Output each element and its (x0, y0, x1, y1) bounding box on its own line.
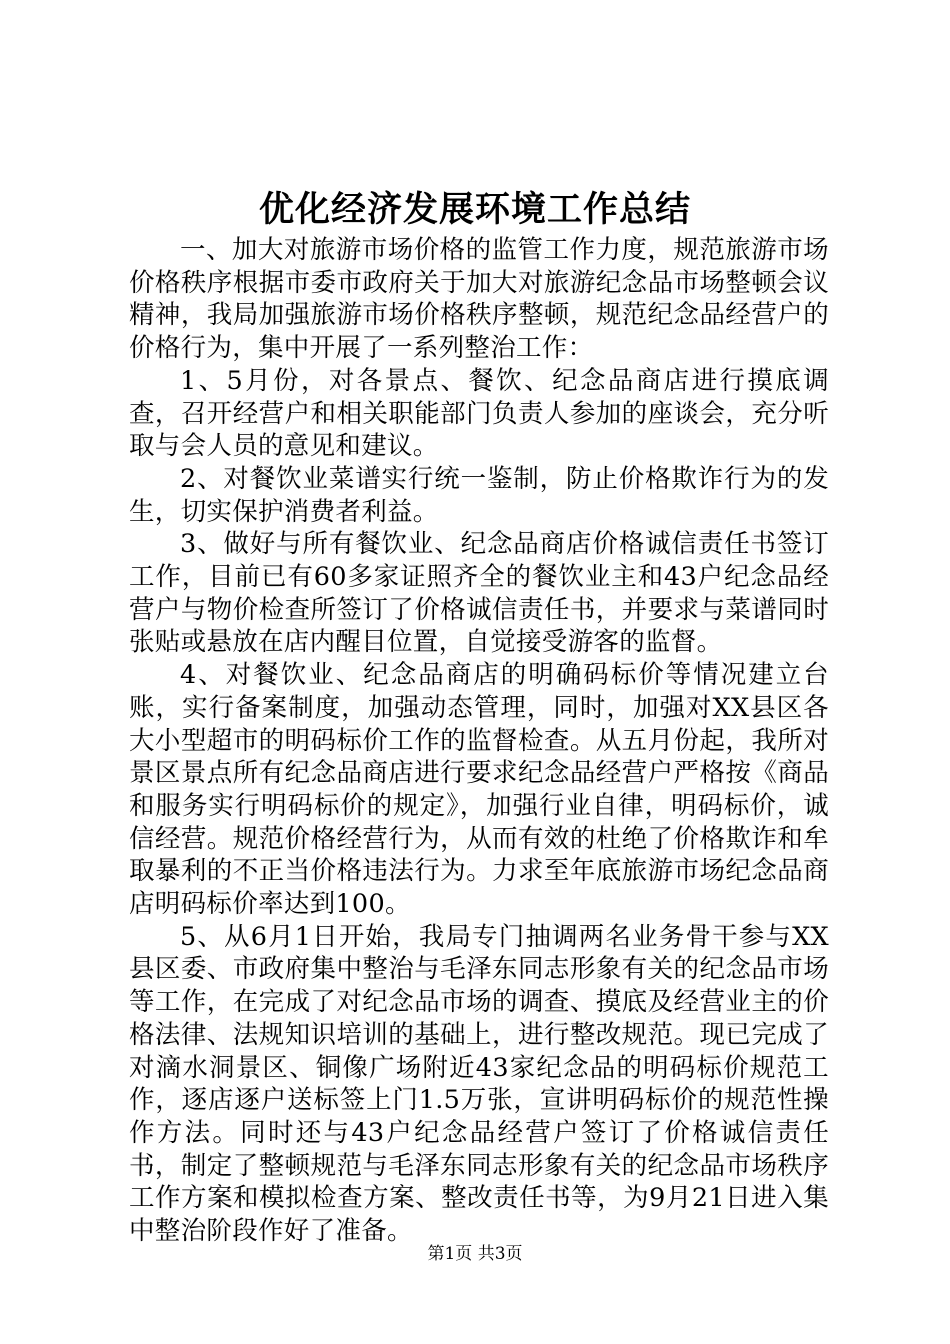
document-title: 优化经济发展环境工作总结 (258, 189, 691, 230)
paragraph-item-4: 4、对餐饮业、纪念品商店的明确码标价等情况建立台账，实行备案制度，加强动态管理，同时，加强对XX县区各大小型超市的明码标价工作的监督检查。从五月份起，我所对景区景点所有纪念品商店进行要求纪念品经营户严格按《商品和服务实行明码标价的规定》，加强行业自律，明码标价，诚信经营。规范价格经营行为，从而有效的杜绝了价格欺诈和牟取暴利的不正当价格违法行为。力求至年底旅游市场纪念品商店明码标价率达到100。 (129, 660, 829, 920)
paragraph-item-1: 1、5月份，对各景点、餐饮、纪念品商店进行摸底调查，召开经营户和相关职能部门负责人参加的座谈会，充分听取与会人员的意见和建议。 (129, 365, 829, 462)
paragraph-item-3: 3、做好与所有餐饮业、纪念品商店价格诚信责任书签订工作，目前已有60多家证照齐全的餐饮业主和43户纪念品经营户与物价检查所签订了价格诚信责任书，并要求与菜谱同时张贴或悬放在店内醒目位置，自觉接受游客的监督。 (129, 529, 829, 658)
paragraph-intro: 一、加大对旅游市场价格的监管工作力度，规范旅游市场价格秩序根据市委市政府关于加大对旅游纪念品市场整顿会议精神，我局加强旅游市场价格秩序整顿，规范纪念品经营户的价格行为，集中开展了一系列整治工作： (129, 235, 829, 364)
document-body (129, 234, 829, 1248)
page-number-footer: 第1页 共3页 (427, 1244, 523, 1264)
paragraph-item-5: 5、从6月1日开始，我局专门抽调两名业务骨干参与XX县区委、市政府集中整治与毛泽东同志形象有关的纪念品市场等工作，在完成了对纪念品市场的调查、摸底及经营业主的价格法律、法规知识培训的基础上，进行整改规范。现已完成了对滴水洞景区、铜像广场附近43家纪念品的明码标价规范工作，逐店逐户送标签上门1.5万张，宣讲明码标价的规范性操作方法。同时还与43户纪念品经营户签订了价格诚信责任书，制定了整顿规范与毛泽东同志形象有关的纪念品市场秩序工作方案和模拟检查方案、整改责任书等，为9月21日进入集中整治阶段作好了准备。 (129, 921, 829, 1247)
paragraph-item-2: 2、对餐饮业菜谱实行统一鉴制，防止价格欺诈行为的发生，切实保护消费者利益。 (129, 463, 829, 527)
